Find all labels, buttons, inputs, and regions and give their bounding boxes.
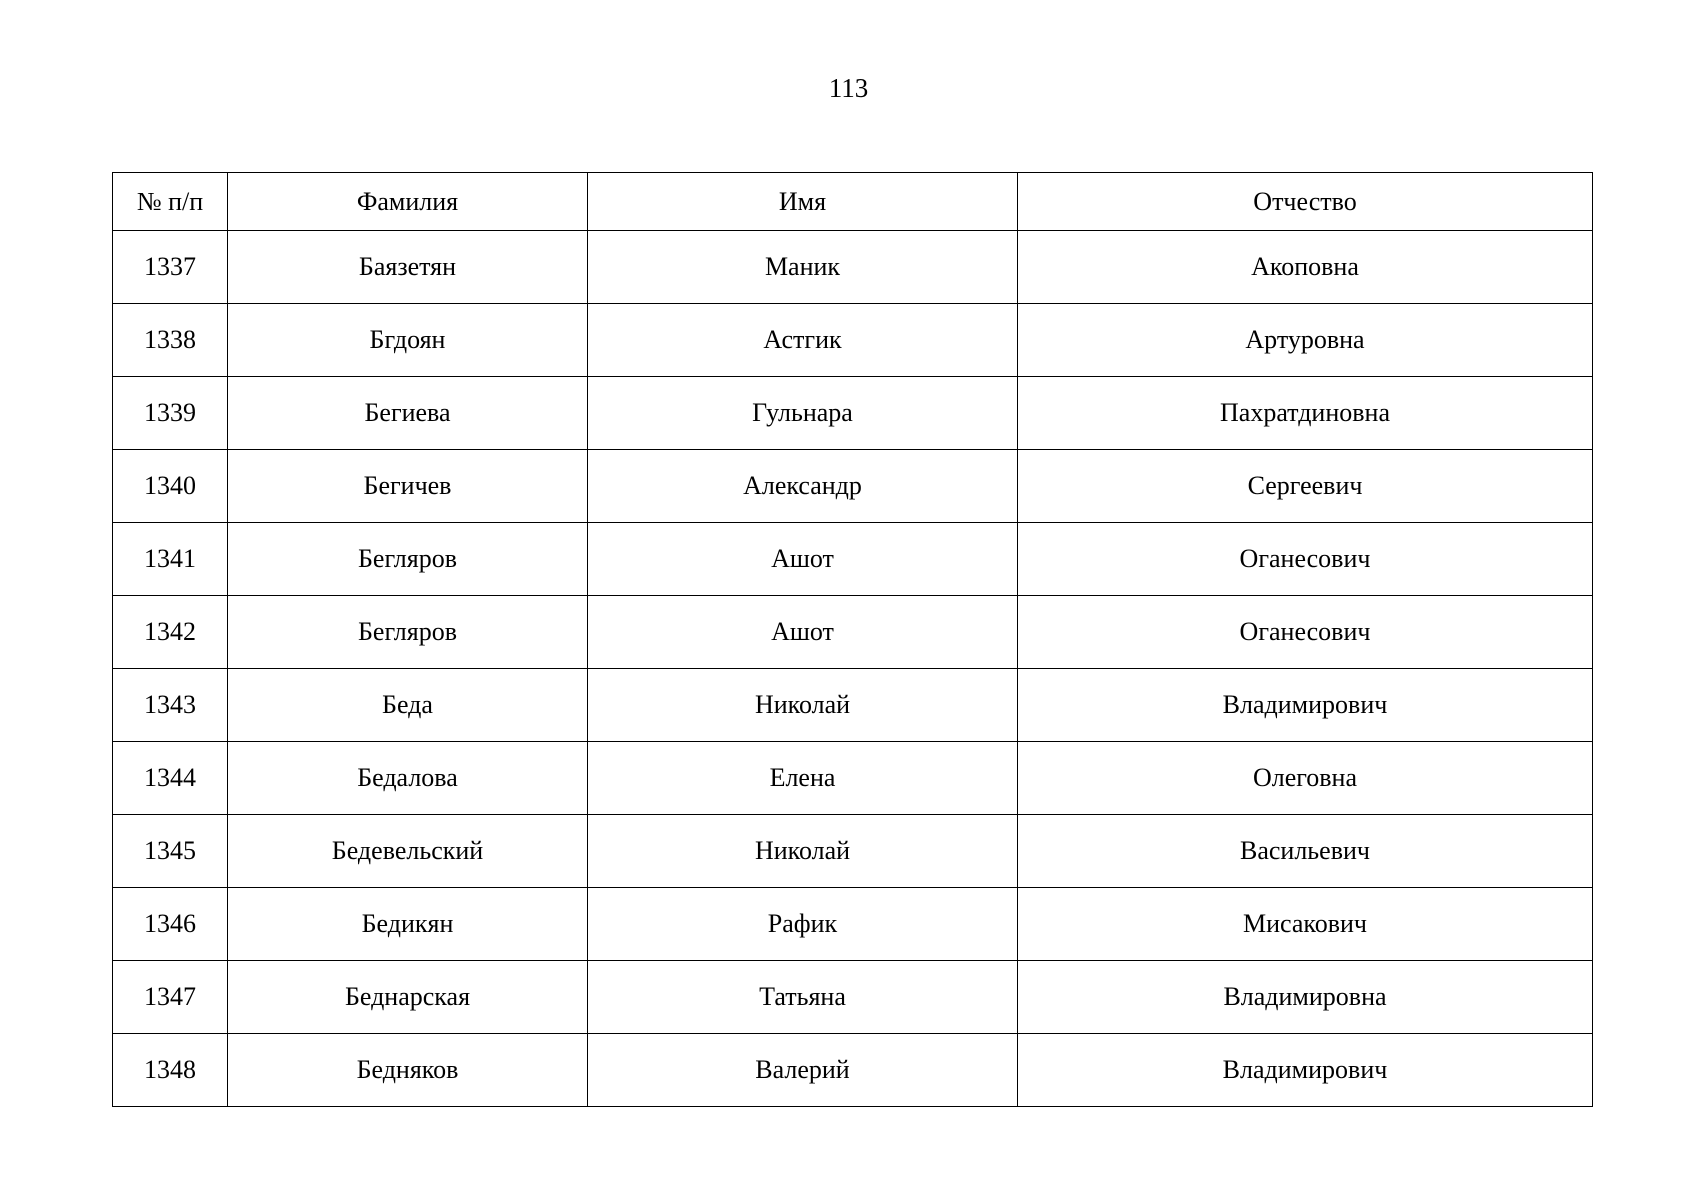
cell-last-name: Бедикян (228, 888, 588, 961)
cell-first-name: Александр (588, 450, 1018, 523)
cell-last-name: Беднарская (228, 961, 588, 1034)
header-number: № п/п (113, 173, 228, 231)
header-patronymic: Отчество (1018, 173, 1593, 231)
cell-first-name: Ашот (588, 596, 1018, 669)
table-row (113, 815, 1593, 888)
cell-last-name: Бегичев (228, 450, 588, 523)
cell-patronymic: Олеговна (1018, 742, 1593, 815)
cell-first-name: Татьяна (588, 961, 1018, 1034)
cell-first-name: Елена (588, 742, 1018, 815)
page-number: 113 (828, 73, 869, 103)
cell-first-name: Николай (588, 669, 1018, 742)
cell-number: 1347 (113, 961, 228, 1034)
cell-patronymic: Оганесович (1018, 523, 1593, 596)
cell-last-name: Баязетян (228, 231, 588, 304)
table-row (113, 742, 1593, 815)
cell-number: 1343 (113, 669, 228, 742)
cell-last-name: Бедалова (228, 742, 588, 815)
table-body (113, 231, 1593, 1107)
cell-last-name: Бегиева (228, 377, 588, 450)
cell-number: 1340 (113, 450, 228, 523)
cell-number: 1337 (113, 231, 228, 304)
cell-last-name: Бегляров (228, 596, 588, 669)
cell-first-name: Рафик (588, 888, 1018, 961)
table-row (113, 888, 1593, 961)
cell-first-name: Николай (588, 815, 1018, 888)
cell-patronymic: Владимировна (1018, 961, 1593, 1034)
cell-patronymic: Владимирович (1018, 1034, 1593, 1107)
cell-number: 1339 (113, 377, 228, 450)
table-row (113, 231, 1593, 304)
table-row (113, 961, 1593, 1034)
cell-first-name: Астгик (588, 304, 1018, 377)
cell-patronymic: Артуровна (1018, 304, 1593, 377)
cell-first-name: Гульнара (588, 377, 1018, 450)
cell-first-name: Ашот (588, 523, 1018, 596)
header-last-name: Фамилия (228, 173, 588, 231)
table-row (113, 450, 1593, 523)
cell-first-name: Маник (588, 231, 1018, 304)
cell-first-name: Валерий (588, 1034, 1018, 1107)
cell-patronymic: Мисакович (1018, 888, 1593, 961)
cell-number: 1341 (113, 523, 228, 596)
cell-number: 1345 (113, 815, 228, 888)
cell-number: 1344 (113, 742, 228, 815)
header-row (113, 173, 1593, 231)
table-row (113, 377, 1593, 450)
table-row (113, 596, 1593, 669)
cell-patronymic: Сергеевич (1018, 450, 1593, 523)
registry-table (112, 172, 1593, 1107)
table-header (113, 173, 1593, 231)
cell-last-name: Бгдоян (228, 304, 588, 377)
cell-patronymic: Владимирович (1018, 669, 1593, 742)
cell-number: 1348 (113, 1034, 228, 1107)
table-row (113, 669, 1593, 742)
header-first-name: Имя (588, 173, 1018, 231)
cell-patronymic: Оганесович (1018, 596, 1593, 669)
table-row (113, 523, 1593, 596)
cell-last-name: Бедевельский (228, 815, 588, 888)
table-row (113, 1034, 1593, 1107)
cell-patronymic: Васильевич (1018, 815, 1593, 888)
cell-number: 1342 (113, 596, 228, 669)
cell-patronymic: Акоповна (1018, 231, 1593, 304)
table-row (113, 304, 1593, 377)
cell-number: 1338 (113, 304, 228, 377)
cell-last-name: Бедняков (228, 1034, 588, 1107)
cell-last-name: Беда (228, 669, 588, 742)
cell-number: 1346 (113, 888, 228, 961)
cell-patronymic: Пахратдиновна (1018, 377, 1593, 450)
cell-last-name: Бегляров (228, 523, 588, 596)
